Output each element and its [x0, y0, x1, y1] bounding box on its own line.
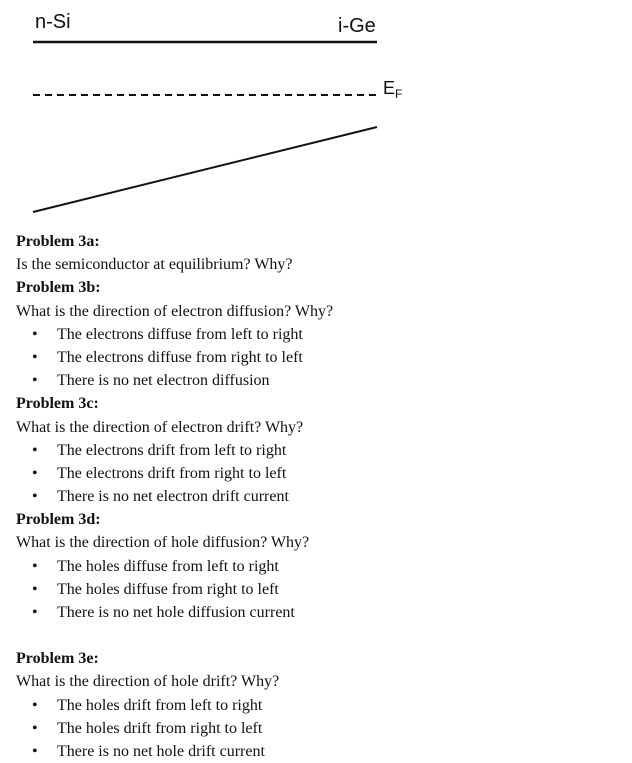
problem-3c-question: What is the direction of electron drift? Why?	[16, 418, 304, 436]
problem-3e-option-text: The holes drift from left to right	[57, 696, 263, 714]
problem-3d-option	[16, 555, 333, 578]
problem-3d-option	[16, 601, 333, 624]
band-diagram-svg	[0, 0, 632, 225]
problem-3a-question: Is the semiconductor at equilibrium? Why?	[16, 256, 293, 274]
problem-3a-title: Problem 3a:	[16, 233, 100, 250]
problem-3c-option	[16, 439, 333, 462]
bullet-icon: •	[32, 742, 38, 760]
bullet-icon: •	[32, 580, 38, 598]
problem-3d-title: Problem 3d:	[16, 511, 101, 529]
problem-3b-option-text: There is no net electron diffusion	[57, 372, 270, 390]
bullet-icon: •	[32, 348, 38, 366]
bullet-icon: •	[32, 488, 38, 506]
bullet-icon: •	[32, 696, 38, 714]
bullet-icon: •	[32, 372, 38, 390]
problem-list	[16, 230, 333, 763]
problem-3e-question: What is the direction of hole drift? Why?	[16, 673, 280, 691]
bullet-icon: •	[32, 557, 38, 575]
problem-3b-option-text: The electrons diffuse from left to right	[57, 325, 303, 343]
problem-3e-option	[16, 717, 333, 740]
problem-3e-option	[16, 694, 333, 717]
i-ge-label: i-Ge	[338, 15, 376, 37]
problem-3c-option-text: The electrons drift from left to right	[57, 441, 287, 459]
problem-3e-title: Problem 3e:	[16, 650, 99, 668]
problem-3b-option	[16, 369, 333, 392]
problem-3d-option	[16, 578, 333, 601]
problem-3c-title: Problem 3c:	[16, 395, 99, 413]
problem-3b-option	[16, 346, 333, 369]
problem-3c-option	[16, 462, 333, 485]
problem-3e-option-text: There is no net hole drift current	[57, 742, 265, 760]
band-diagram	[0, 0, 632, 225]
bullet-icon: •	[32, 464, 38, 482]
valence-band-edge	[33, 127, 377, 212]
fermi-level-symbol: E	[383, 78, 396, 98]
problem-3b-title: Problem 3b:	[16, 279, 101, 297]
bullet-icon: •	[32, 325, 38, 343]
problem-3b-question: What is the direction of electron diffusion? Why?	[16, 302, 334, 320]
problem-3b-option-text: The electrons diffuse from right to left	[57, 348, 303, 366]
problem-3e-option	[16, 740, 333, 763]
bullet-icon: •	[32, 441, 38, 459]
problem-3d-option-text: The holes diffuse from right to left	[57, 580, 279, 598]
problem-3c-option	[16, 485, 333, 508]
problem-3b-option	[16, 323, 333, 346]
spacer	[16, 624, 333, 647]
problem-3c-option-text: There is no net electron drift current	[57, 488, 289, 506]
bullet-icon: •	[32, 604, 38, 621]
fermi-level-subscript: F	[395, 87, 403, 101]
fermi-level-label	[383, 78, 402, 101]
problem-3e-option-text: The holes drift from right to left	[57, 719, 263, 737]
problem-3d-option-text: The holes diffuse from left to right	[57, 557, 279, 575]
problem-3c-option-text: The electrons drift from right to left	[57, 464, 287, 482]
n-si-label: n-Si	[35, 11, 71, 33]
problem-3d-question: What is the direction of hole diffusion? Why?	[16, 534, 310, 552]
problem-3d-option-text: There is no net hole diffusion current	[57, 604, 295, 621]
bullet-icon: •	[32, 719, 38, 737]
